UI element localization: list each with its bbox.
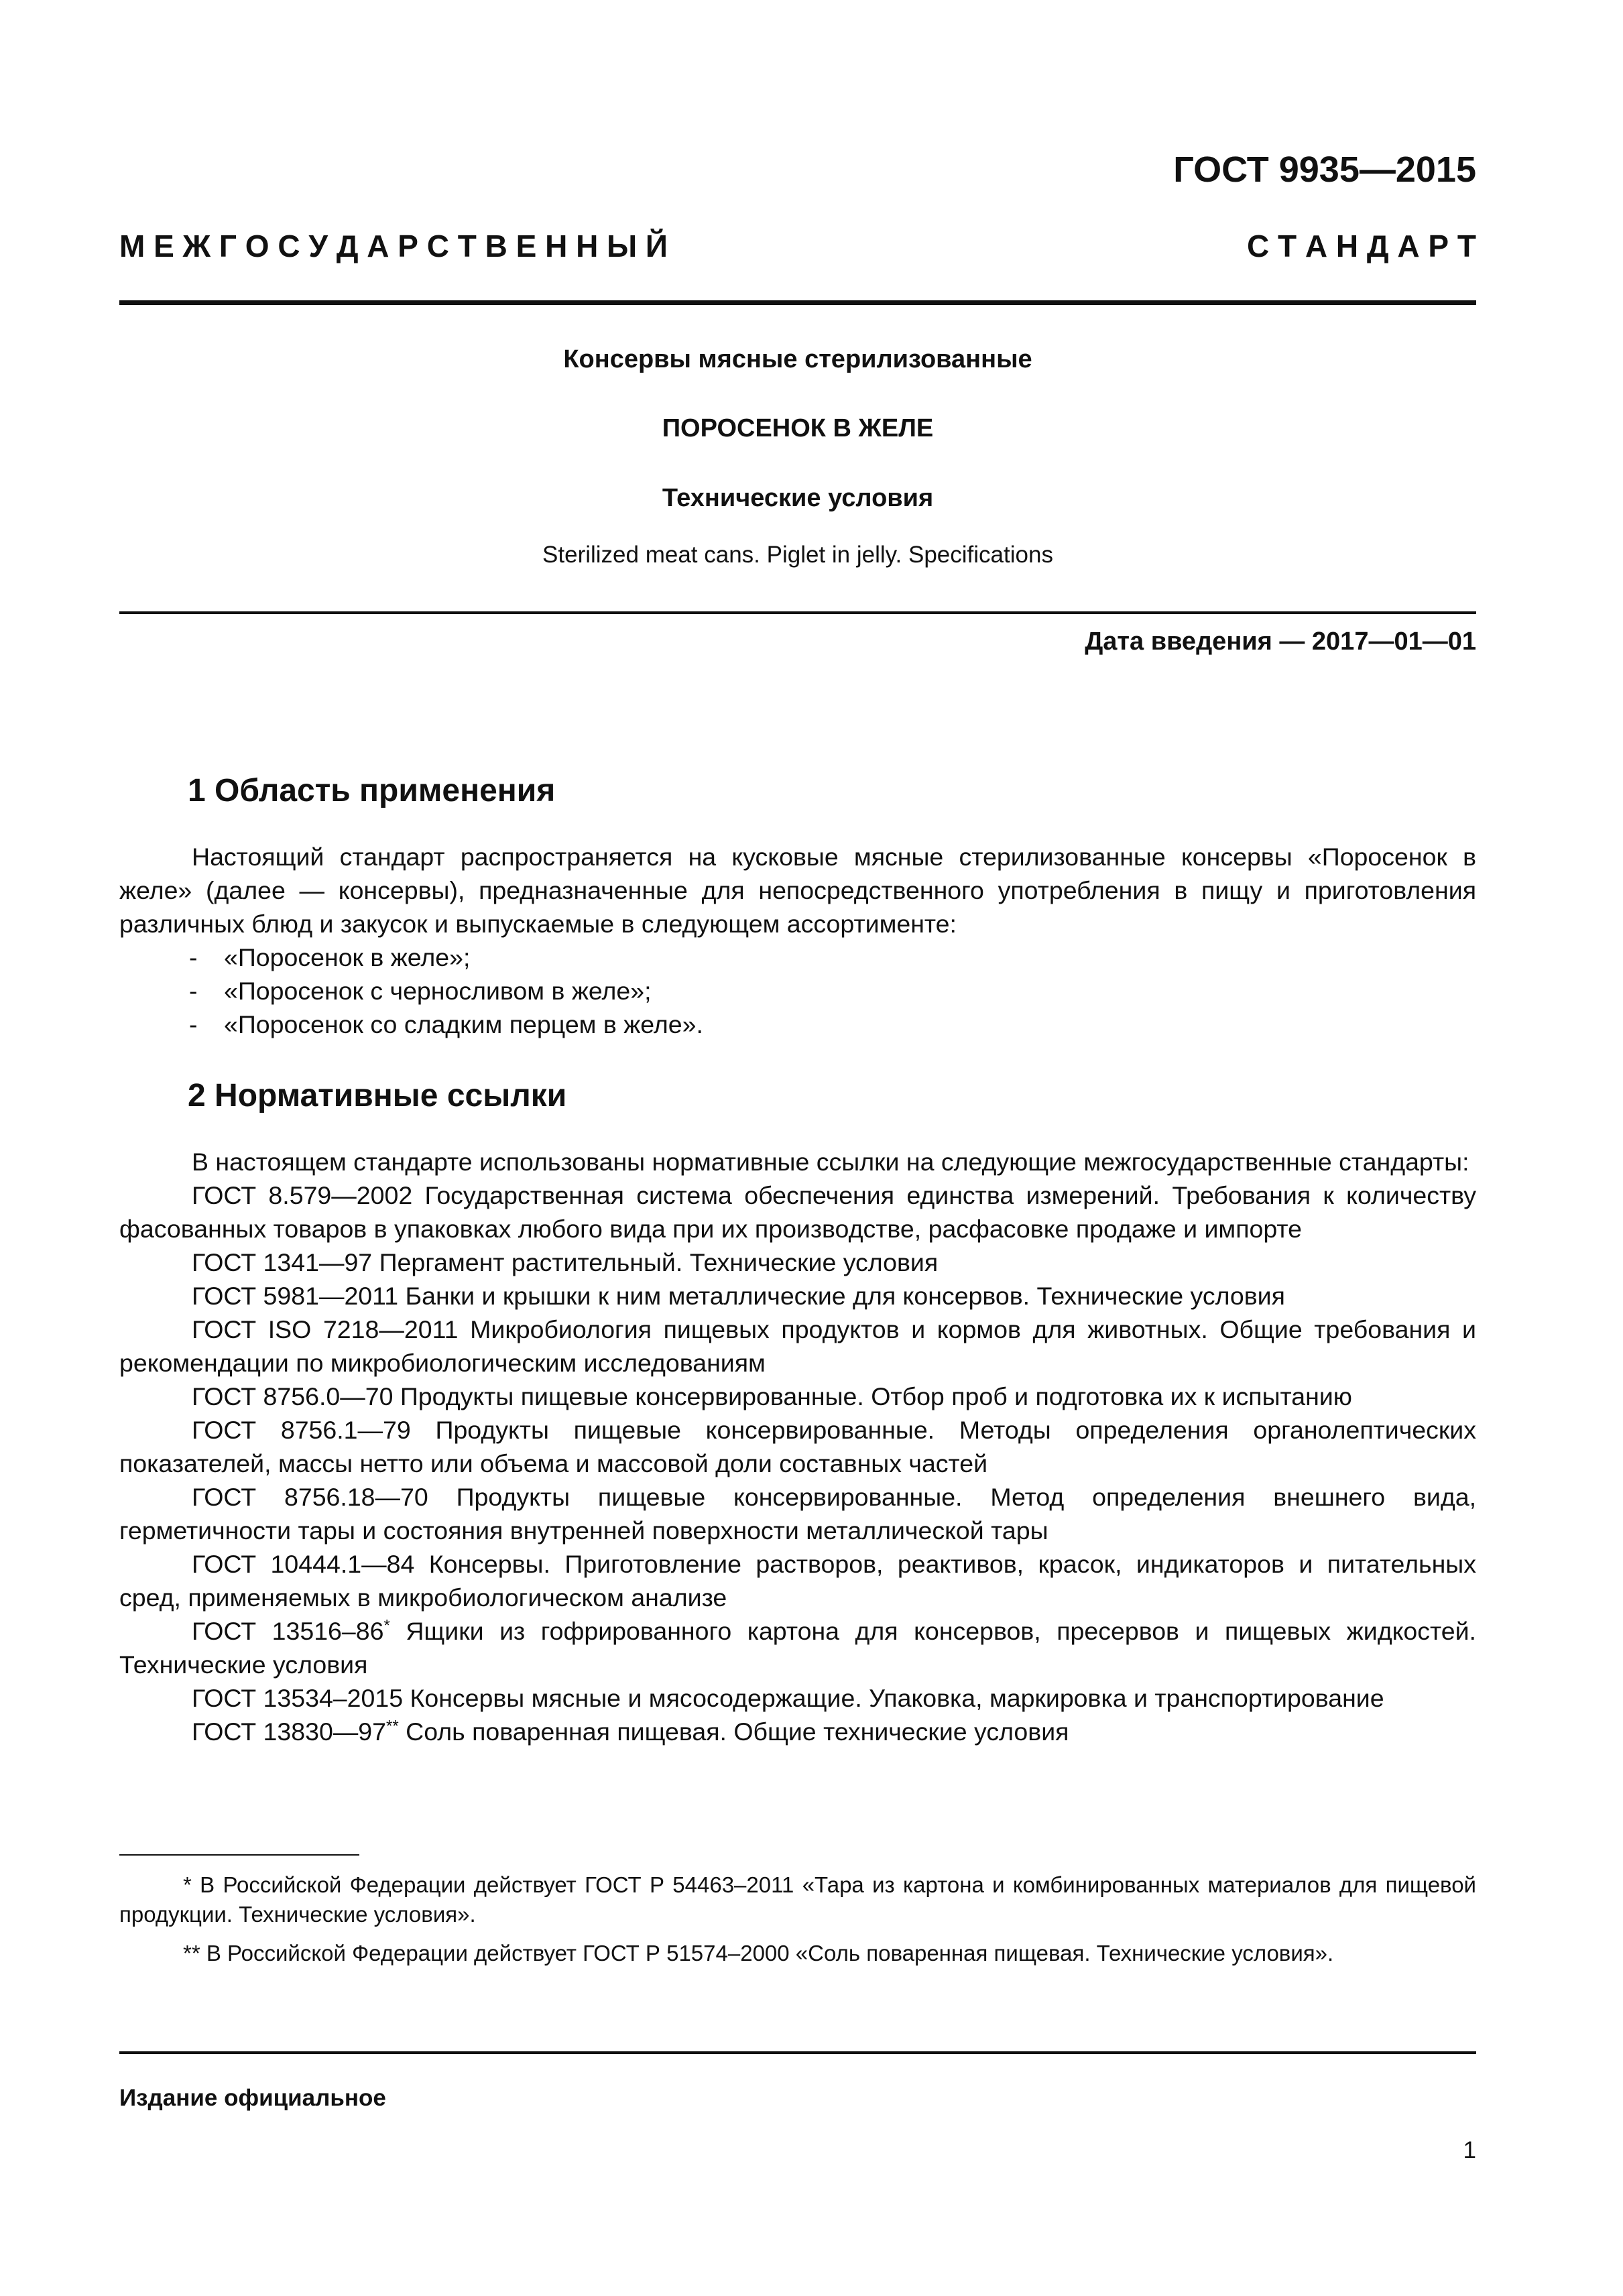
- reference-item: ГОСТ 13830—97** Соль поваренная пищевая. Общие технические условия: [192, 1717, 1069, 1746]
- standard-banner: [119, 228, 1476, 264]
- official-edition-label: Издание официальное: [119, 2085, 386, 2111]
- footnote: ** В Российской Федерации действует ГОСТ Р 51574–2000 «Соль поваренная пищевая. Технические условия».: [183, 1941, 1334, 1966]
- banner-word-standard: С Т А Н Д А Р Т: [1247, 229, 1476, 263]
- footnote-marker[interactable]: *: [383, 1616, 390, 1635]
- page-number: 1: [1463, 2137, 1476, 2163]
- scope-paragraph: Настоящий стандарт распространяется на кусковые мясные стерилизованные консервы «Поросенок в желе» (далее — консервы), предназначенные для непосредственного употребления в пищу и приготовления различных блюд и закусок и выпускаемые в следующем ассортименте:: [119, 843, 1476, 938]
- section-1-body: [119, 840, 1476, 1041]
- top-rule: [119, 300, 1476, 305]
- reference-item: ГОСТ 8756.18—70 Продукты пищевые консервированные. Метод определения внешнего вида, герметичности тары и состояния внутренней поверхности металлической тары: [119, 1483, 1476, 1545]
- reference-item: ГОСТ 1341—97 Пергамент растительный. Технические условия: [192, 1248, 939, 1276]
- reference-item: ГОСТ 10444.1—84 Консервы. Приготовление растворов, реактивов, красок, индикаторов и питательных сред, применяемых в микробиологическом анализе: [119, 1550, 1476, 1612]
- reference-item: ГОСТ 8.579—2002 Государственная система обеспечения единства измерений. Требования к количеству фасованных товаров в упаковках любого вида при их производстве, расфасовке продаже и импорте: [119, 1181, 1476, 1243]
- reference-item: ГОСТ 5981—2011 Банки и крышки к ним металлические для консервов. Технические условия: [192, 1282, 1285, 1310]
- effective-date: Дата введения — 2017—01—01: [1085, 627, 1476, 656]
- footnote: * В Российской Федерации действует ГОСТ Р 54463–2011 «Тара из картона и комбинированных материалов для пищевой продукции. Технические условия».: [119, 1872, 1476, 1927]
- list-item: - «Поросенок со сладким перцем в желе».: [189, 1010, 703, 1038]
- list-item: - «Поросенок в желе»;: [189, 943, 471, 971]
- title-rule: [119, 611, 1476, 614]
- banner-word-interstate: М Е Ж Г О С У Д А Р С Т В Е Н Н Ы Й: [119, 229, 668, 263]
- section-1-heading: 1 Область применения: [188, 773, 556, 808]
- reference-item: ГОСТ ISO 7218—2011 Микробиология пищевых продуктов и кормов для животных. Общие требования и рекомендации по микробиологическим исследованиям: [119, 1315, 1476, 1377]
- section-2-body: [119, 1145, 1476, 1748]
- reference-item: ГОСТ 8756.0—70 Продукты пищевые консервированные. Отбор проб и подготовка их к испытанию: [192, 1382, 1352, 1410]
- gost-number: ГОСТ 9935—2015: [1173, 149, 1476, 190]
- bottom-rule: [119, 2051, 1476, 2054]
- product-title: ПОРОСЕНОК В ЖЕЛЕ: [662, 414, 934, 442]
- english-title: Sterilized meat cans. Piglet in jelly. Specifications: [542, 542, 1053, 568]
- spec-title: Технические условия: [662, 484, 934, 512]
- references-intro: В настоящем стандарте использованы нормативные ссылки на следующие межгосударственные стандарты:: [192, 1148, 1469, 1176]
- document-title: Консервы мясные стерилизованные: [563, 345, 1032, 373]
- footnotes: [119, 1870, 1476, 1978]
- assortment-list: [119, 941, 1476, 1041]
- reference-item: ГОСТ 8756.1—79 Продукты пищевые консервированные. Методы определения органолептических показателей, массы нетто или объема и массовой доли составных частей: [119, 1416, 1476, 1477]
- reference-item: ГОСТ 13516–86* Ящики из гофрированного картона для консервов, пресервов и пищевых жидкостей. Технические условия: [119, 1616, 1476, 1679]
- footnote-separator: [119, 1854, 359, 1856]
- list-item: - «Поросенок с черносливом в желе»;: [189, 977, 652, 1005]
- section-2-heading: 2 Нормативные ссылки: [188, 1078, 567, 1113]
- reference-item: ГОСТ 13534–2015 Консервы мясные и мясосодержащие. Упаковка, маркировка и транспортирование: [192, 1684, 1384, 1712]
- footnote-marker[interactable]: **: [386, 1717, 399, 1736]
